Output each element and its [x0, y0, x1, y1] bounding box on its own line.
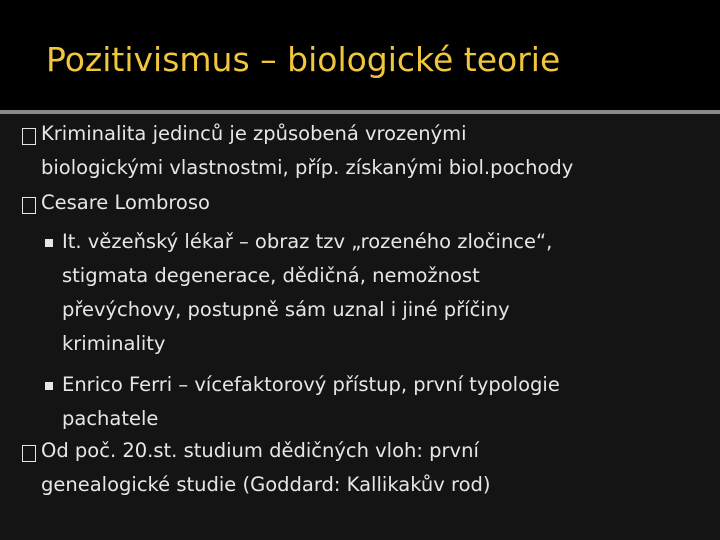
slide-title: Pozitivismus – biologické teorie — [46, 40, 561, 79]
bullet-box-icon — [22, 197, 36, 214]
bullet-1-line-2: biologickými vlastnostmi, příp. získanými biol.pochody — [41, 156, 574, 179]
sub-bullet-2-line-2: pachatele — [62, 407, 159, 430]
bullet-3-line-1: Od poč. 20.st. studium dědičných vloh: první — [41, 439, 479, 462]
title-bar — [0, 0, 720, 112]
bullet-3-line-2: genealogické studie (Goddard: Kallikakův rod) — [41, 473, 491, 496]
sub-bullet-square-icon — [45, 239, 53, 247]
sub-bullet-1-line-4: kriminality — [62, 332, 166, 355]
sub-bullet-1-line-2: stigmata degenerace, dědičná, nemožnost — [62, 264, 480, 287]
sub-bullet-2-line-1: Enrico Ferri – vícefaktorový přístup, první typologie — [62, 373, 560, 396]
bullet-2-line-1: Cesare Lombroso — [41, 191, 210, 214]
sub-bullet-1-line-3: převýchovy, postupně sám uznal i jiné příčiny — [62, 298, 510, 321]
bullet-box-icon — [22, 445, 36, 462]
bullet-1-line-1: Kriminalita jedinců je způsobená vrozenými — [41, 122, 467, 145]
slide-content — [0, 114, 720, 540]
sub-bullet-square-icon — [45, 382, 53, 390]
sub-bullet-1-line-1: It. vězeňský lékař – obraz tzv „rozeného zločince“, — [62, 230, 553, 253]
bullet-box-icon — [22, 128, 36, 145]
